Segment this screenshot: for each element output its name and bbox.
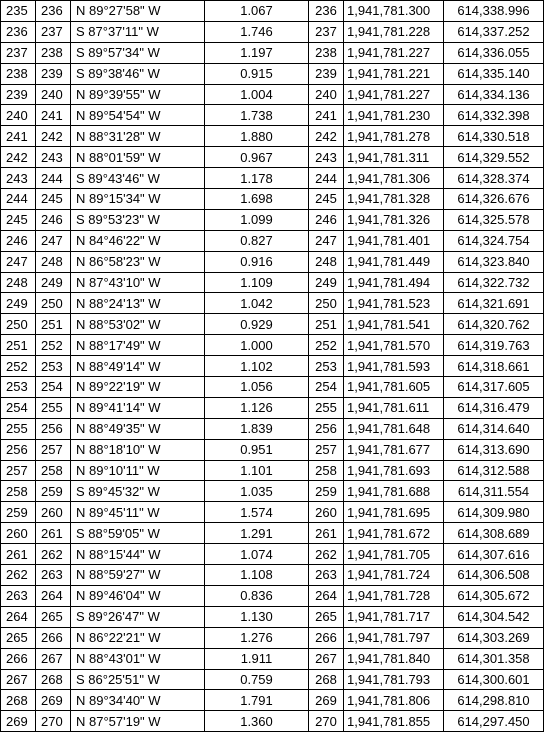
- to-station-cell: 256: [36, 418, 71, 439]
- bearing-cell: N 88°15'44" W: [71, 544, 205, 565]
- table-row: [1, 126, 544, 147]
- easting-cell: 614,325.578: [444, 209, 544, 230]
- distance-cell: 1.178: [205, 168, 309, 189]
- table-row: [1, 147, 544, 168]
- table-row: [1, 63, 544, 84]
- northing-cell: 1,941,781.728: [344, 585, 444, 606]
- northing-cell: 1,941,781.705: [344, 544, 444, 565]
- bearing-cell: S 86°25'51" W: [71, 669, 205, 690]
- from-station-cell: 254: [1, 397, 36, 418]
- from-station-cell: 265: [1, 627, 36, 648]
- point-number-cell: 259: [309, 481, 344, 502]
- to-station-cell: 238: [36, 42, 71, 63]
- from-station-cell: 267: [1, 669, 36, 690]
- northing-cell: 1,941,781.523: [344, 293, 444, 314]
- from-station-cell: 240: [1, 105, 36, 126]
- easting-cell: 614,297.450: [444, 711, 544, 732]
- distance-cell: 1.126: [205, 397, 309, 418]
- bearing-cell: S 89°43'46" W: [71, 168, 205, 189]
- to-station-cell: 250: [36, 293, 71, 314]
- northing-cell: 1,941,781.605: [344, 377, 444, 398]
- point-number-cell: 269: [309, 690, 344, 711]
- northing-cell: 1,941,781.797: [344, 627, 444, 648]
- table-row: [1, 230, 544, 251]
- point-number-cell: 254: [309, 377, 344, 398]
- distance-cell: 1.035: [205, 481, 309, 502]
- bearing-cell: N 89°10'11" W: [71, 460, 205, 481]
- easting-cell: 614,334.136: [444, 84, 544, 105]
- bearing-cell: N 89°34'40" W: [71, 690, 205, 711]
- northing-cell: 1,941,781.449: [344, 251, 444, 272]
- bearing-cell: N 89°41'14" W: [71, 397, 205, 418]
- northing-cell: 1,941,781.717: [344, 606, 444, 627]
- to-station-cell: 247: [36, 230, 71, 251]
- distance-cell: 1.101: [205, 460, 309, 481]
- point-number-cell: 239: [309, 63, 344, 84]
- bearing-cell: N 86°58'23" W: [71, 251, 205, 272]
- distance-cell: 1.291: [205, 523, 309, 544]
- to-station-cell: 260: [36, 502, 71, 523]
- from-station-cell: 236: [1, 21, 36, 42]
- to-station-cell: 262: [36, 544, 71, 565]
- easting-cell: 614,319.763: [444, 335, 544, 356]
- to-station-cell: 240: [36, 84, 71, 105]
- bearing-cell: N 88°17'49" W: [71, 335, 205, 356]
- bearing-cell: S 89°45'32" W: [71, 481, 205, 502]
- to-station-cell: 241: [36, 105, 71, 126]
- easting-cell: 614,329.552: [444, 147, 544, 168]
- distance-cell: 1.839: [205, 418, 309, 439]
- easting-cell: 614,312.588: [444, 460, 544, 481]
- northing-cell: 1,941,781.855: [344, 711, 444, 732]
- point-number-cell: 257: [309, 439, 344, 460]
- distance-cell: 1.000: [205, 335, 309, 356]
- easting-cell: 614,298.810: [444, 690, 544, 711]
- point-number-cell: 238: [309, 42, 344, 63]
- point-number-cell: 255: [309, 397, 344, 418]
- from-station-cell: 255: [1, 418, 36, 439]
- northing-cell: 1,941,781.695: [344, 502, 444, 523]
- easting-cell: 614,307.616: [444, 544, 544, 565]
- bearing-cell: N 89°46'04" W: [71, 585, 205, 606]
- point-number-cell: 236: [309, 1, 344, 22]
- to-station-cell: 252: [36, 335, 71, 356]
- bearing-cell: N 88°49'14" W: [71, 356, 205, 377]
- to-station-cell: 254: [36, 377, 71, 398]
- point-number-cell: 245: [309, 189, 344, 210]
- easting-cell: 614,336.055: [444, 42, 544, 63]
- northing-cell: 1,941,781.672: [344, 523, 444, 544]
- easting-cell: 614,311.554: [444, 481, 544, 502]
- point-number-cell: 251: [309, 314, 344, 335]
- northing-cell: 1,941,781.221: [344, 63, 444, 84]
- bearing-cell: N 89°22'19" W: [71, 377, 205, 398]
- bearing-cell: S 89°57'34" W: [71, 42, 205, 63]
- northing-cell: 1,941,781.306: [344, 168, 444, 189]
- distance-cell: 1.791: [205, 690, 309, 711]
- bearing-cell: N 87°43'10" W: [71, 272, 205, 293]
- distance-cell: 1.056: [205, 377, 309, 398]
- bearing-cell: N 87°57'19" W: [71, 711, 205, 732]
- table-row: [1, 251, 544, 272]
- table-row: [1, 84, 544, 105]
- table-row: [1, 690, 544, 711]
- table-row: [1, 105, 544, 126]
- to-station-cell: 266: [36, 627, 71, 648]
- bearing-cell: N 88°49'35" W: [71, 418, 205, 439]
- point-number-cell: 263: [309, 565, 344, 586]
- easting-cell: 614,337.252: [444, 21, 544, 42]
- point-number-cell: 241: [309, 105, 344, 126]
- bearing-cell: N 89°15'34" W: [71, 189, 205, 210]
- table-row: [1, 272, 544, 293]
- northing-cell: 1,941,781.648: [344, 418, 444, 439]
- easting-cell: 614,321.691: [444, 293, 544, 314]
- distance-cell: 1.276: [205, 627, 309, 648]
- easting-cell: 614,330.518: [444, 126, 544, 147]
- point-number-cell: 243: [309, 147, 344, 168]
- bearing-cell: N 88°43'01" W: [71, 648, 205, 669]
- distance-cell: 1.004: [205, 84, 309, 105]
- table-row: [1, 669, 544, 690]
- easting-cell: 614,317.605: [444, 377, 544, 398]
- easting-cell: 614,323.840: [444, 251, 544, 272]
- point-number-cell: 264: [309, 585, 344, 606]
- easting-cell: 614,322.732: [444, 272, 544, 293]
- distance-cell: 1.360: [205, 711, 309, 732]
- distance-cell: 1.738: [205, 105, 309, 126]
- from-station-cell: 268: [1, 690, 36, 711]
- point-number-cell: 266: [309, 627, 344, 648]
- to-station-cell: 242: [36, 126, 71, 147]
- to-station-cell: 249: [36, 272, 71, 293]
- distance-cell: 0.915: [205, 63, 309, 84]
- northing-cell: 1,941,781.541: [344, 314, 444, 335]
- to-station-cell: 253: [36, 356, 71, 377]
- to-station-cell: 269: [36, 690, 71, 711]
- from-station-cell: 252: [1, 356, 36, 377]
- to-station-cell: 237: [36, 21, 71, 42]
- bearing-cell: N 89°54'54" W: [71, 105, 205, 126]
- easting-cell: 614,320.762: [444, 314, 544, 335]
- table-row: [1, 460, 544, 481]
- easting-cell: 614,316.479: [444, 397, 544, 418]
- northing-cell: 1,941,781.840: [344, 648, 444, 669]
- distance-cell: 0.967: [205, 147, 309, 168]
- easting-cell: 614,300.601: [444, 669, 544, 690]
- from-station-cell: 256: [1, 439, 36, 460]
- to-station-cell: 257: [36, 439, 71, 460]
- northing-cell: 1,941,781.793: [344, 669, 444, 690]
- point-number-cell: 250: [309, 293, 344, 314]
- from-station-cell: 243: [1, 168, 36, 189]
- point-number-cell: 258: [309, 460, 344, 481]
- from-station-cell: 248: [1, 272, 36, 293]
- from-station-cell: 264: [1, 606, 36, 627]
- bearing-cell: N 88°59'27" W: [71, 565, 205, 586]
- bearing-cell: N 84°46'22" W: [71, 230, 205, 251]
- from-station-cell: 249: [1, 293, 36, 314]
- point-number-cell: 237: [309, 21, 344, 42]
- to-station-cell: 255: [36, 397, 71, 418]
- from-station-cell: 237: [1, 42, 36, 63]
- from-station-cell: 263: [1, 585, 36, 606]
- easting-cell: 614,313.690: [444, 439, 544, 460]
- point-number-cell: 246: [309, 209, 344, 230]
- distance-cell: 1.746: [205, 21, 309, 42]
- from-station-cell: 261: [1, 544, 36, 565]
- table-row: [1, 42, 544, 63]
- distance-cell: 1.130: [205, 606, 309, 627]
- point-number-cell: 244: [309, 168, 344, 189]
- point-number-cell: 248: [309, 251, 344, 272]
- easting-cell: 614,304.542: [444, 606, 544, 627]
- distance-cell: 1.880: [205, 126, 309, 147]
- easting-cell: 614,309.980: [444, 502, 544, 523]
- distance-cell: 1.108: [205, 565, 309, 586]
- table-row: [1, 397, 544, 418]
- northing-cell: 1,941,781.326: [344, 209, 444, 230]
- easting-cell: 614,303.269: [444, 627, 544, 648]
- northing-cell: 1,941,781.693: [344, 460, 444, 481]
- point-number-cell: 242: [309, 126, 344, 147]
- northing-cell: 1,941,781.570: [344, 335, 444, 356]
- easting-cell: 614,338.996: [444, 1, 544, 22]
- point-number-cell: 267: [309, 648, 344, 669]
- from-station-cell: 269: [1, 711, 36, 732]
- to-station-cell: 259: [36, 481, 71, 502]
- from-station-cell: 239: [1, 84, 36, 105]
- distance-cell: 1.911: [205, 648, 309, 669]
- table-row: [1, 1, 544, 22]
- northing-cell: 1,941,781.227: [344, 84, 444, 105]
- northing-cell: 1,941,781.278: [344, 126, 444, 147]
- distance-cell: 1.197: [205, 42, 309, 63]
- northing-cell: 1,941,781.230: [344, 105, 444, 126]
- point-number-cell: 265: [309, 606, 344, 627]
- table-row: [1, 565, 544, 586]
- distance-cell: 0.827: [205, 230, 309, 251]
- easting-cell: 614,301.358: [444, 648, 544, 669]
- northing-cell: 1,941,781.227: [344, 42, 444, 63]
- northing-cell: 1,941,781.401: [344, 230, 444, 251]
- bearing-cell: N 89°27'58" W: [71, 1, 205, 22]
- to-station-cell: 264: [36, 585, 71, 606]
- to-station-cell: 267: [36, 648, 71, 669]
- table-row: [1, 627, 544, 648]
- northing-cell: 1,941,781.724: [344, 565, 444, 586]
- to-station-cell: 246: [36, 209, 71, 230]
- northing-cell: 1,941,781.611: [344, 397, 444, 418]
- from-station-cell: 244: [1, 189, 36, 210]
- point-number-cell: 252: [309, 335, 344, 356]
- from-station-cell: 251: [1, 335, 36, 356]
- to-station-cell: 243: [36, 147, 71, 168]
- distance-cell: 1.574: [205, 502, 309, 523]
- to-station-cell: 244: [36, 168, 71, 189]
- distance-cell: 0.916: [205, 251, 309, 272]
- to-station-cell: 270: [36, 711, 71, 732]
- from-station-cell: 257: [1, 460, 36, 481]
- distance-cell: 1.067: [205, 1, 309, 22]
- bearing-cell: N 88°53'02" W: [71, 314, 205, 335]
- distance-cell: 1.042: [205, 293, 309, 314]
- table-body: [1, 1, 544, 732]
- to-station-cell: 258: [36, 460, 71, 481]
- point-number-cell: 268: [309, 669, 344, 690]
- easting-cell: 614,305.672: [444, 585, 544, 606]
- from-station-cell: 247: [1, 251, 36, 272]
- easting-cell: 614,308.689: [444, 523, 544, 544]
- northing-cell: 1,941,781.677: [344, 439, 444, 460]
- from-station-cell: 258: [1, 481, 36, 502]
- easting-cell: 614,314.640: [444, 418, 544, 439]
- distance-cell: 0.951: [205, 439, 309, 460]
- table-row: [1, 439, 544, 460]
- distance-cell: 1.698: [205, 189, 309, 210]
- table-row: [1, 377, 544, 398]
- distance-cell: 0.836: [205, 585, 309, 606]
- distance-cell: 1.109: [205, 272, 309, 293]
- table-row: [1, 648, 544, 669]
- bearing-cell: S 89°53'23" W: [71, 209, 205, 230]
- easting-cell: 614,335.140: [444, 63, 544, 84]
- point-number-cell: 253: [309, 356, 344, 377]
- northing-cell: 1,941,781.228: [344, 21, 444, 42]
- easting-cell: 614,326.676: [444, 189, 544, 210]
- bearing-cell: N 88°01'59" W: [71, 147, 205, 168]
- to-station-cell: 245: [36, 189, 71, 210]
- table-row: [1, 523, 544, 544]
- from-station-cell: 246: [1, 230, 36, 251]
- table-row: [1, 314, 544, 335]
- table-row: [1, 209, 544, 230]
- point-number-cell: 240: [309, 84, 344, 105]
- table-row: [1, 711, 544, 732]
- bearing-cell: N 88°24'13" W: [71, 293, 205, 314]
- northing-cell: 1,941,781.593: [344, 356, 444, 377]
- northing-cell: 1,941,781.328: [344, 189, 444, 210]
- table-row: [1, 189, 544, 210]
- table-row: [1, 606, 544, 627]
- table-row: [1, 356, 544, 377]
- distance-cell: 1.102: [205, 356, 309, 377]
- northing-cell: 1,941,781.300: [344, 1, 444, 22]
- to-station-cell: 251: [36, 314, 71, 335]
- from-station-cell: 235: [1, 1, 36, 22]
- bearing-cell: S 89°38'46" W: [71, 63, 205, 84]
- from-station-cell: 250: [1, 314, 36, 335]
- table-row: [1, 418, 544, 439]
- table-row: [1, 585, 544, 606]
- point-number-cell: 270: [309, 711, 344, 732]
- easting-cell: 614,318.661: [444, 356, 544, 377]
- point-number-cell: 247: [309, 230, 344, 251]
- to-station-cell: 265: [36, 606, 71, 627]
- table-row: [1, 544, 544, 565]
- to-station-cell: 261: [36, 523, 71, 544]
- bearing-cell: N 89°45'11" W: [71, 502, 205, 523]
- point-number-cell: 261: [309, 523, 344, 544]
- from-station-cell: 259: [1, 502, 36, 523]
- to-station-cell: 236: [36, 1, 71, 22]
- easting-cell: 614,324.754: [444, 230, 544, 251]
- table-row: [1, 293, 544, 314]
- bearing-cell: S 88°59'05" W: [71, 523, 205, 544]
- bearing-cell: N 88°18'10" W: [71, 439, 205, 460]
- table-row: [1, 21, 544, 42]
- easting-cell: 614,332.398: [444, 105, 544, 126]
- to-station-cell: 268: [36, 669, 71, 690]
- northing-cell: 1,941,781.494: [344, 272, 444, 293]
- from-station-cell: 262: [1, 565, 36, 586]
- point-number-cell: 256: [309, 418, 344, 439]
- to-station-cell: 239: [36, 63, 71, 84]
- distance-cell: 0.759: [205, 669, 309, 690]
- bearing-cell: N 89°39'55" W: [71, 84, 205, 105]
- northing-cell: 1,941,781.688: [344, 481, 444, 502]
- distance-cell: 0.929: [205, 314, 309, 335]
- from-station-cell: 238: [1, 63, 36, 84]
- distance-cell: 1.099: [205, 209, 309, 230]
- to-station-cell: 263: [36, 565, 71, 586]
- from-station-cell: 260: [1, 523, 36, 544]
- bearing-cell: N 88°31'28" W: [71, 126, 205, 147]
- table-row: [1, 335, 544, 356]
- easting-cell: 614,328.374: [444, 168, 544, 189]
- easting-cell: 614,306.508: [444, 565, 544, 586]
- table-row: [1, 481, 544, 502]
- from-station-cell: 253: [1, 377, 36, 398]
- to-station-cell: 248: [36, 251, 71, 272]
- bearing-cell: N 86°22'21" W: [71, 627, 205, 648]
- table-row: [1, 168, 544, 189]
- point-number-cell: 260: [309, 502, 344, 523]
- from-station-cell: 245: [1, 209, 36, 230]
- table-row: [1, 502, 544, 523]
- from-station-cell: 266: [1, 648, 36, 669]
- bearing-cell: S 89°26'47" W: [71, 606, 205, 627]
- point-number-cell: 262: [309, 544, 344, 565]
- distance-cell: 1.074: [205, 544, 309, 565]
- from-station-cell: 241: [1, 126, 36, 147]
- northing-cell: 1,941,781.311: [344, 147, 444, 168]
- northing-cell: 1,941,781.806: [344, 690, 444, 711]
- bearing-cell: S 87°37'11" W: [71, 21, 205, 42]
- from-station-cell: 242: [1, 147, 36, 168]
- point-number-cell: 249: [309, 272, 344, 293]
